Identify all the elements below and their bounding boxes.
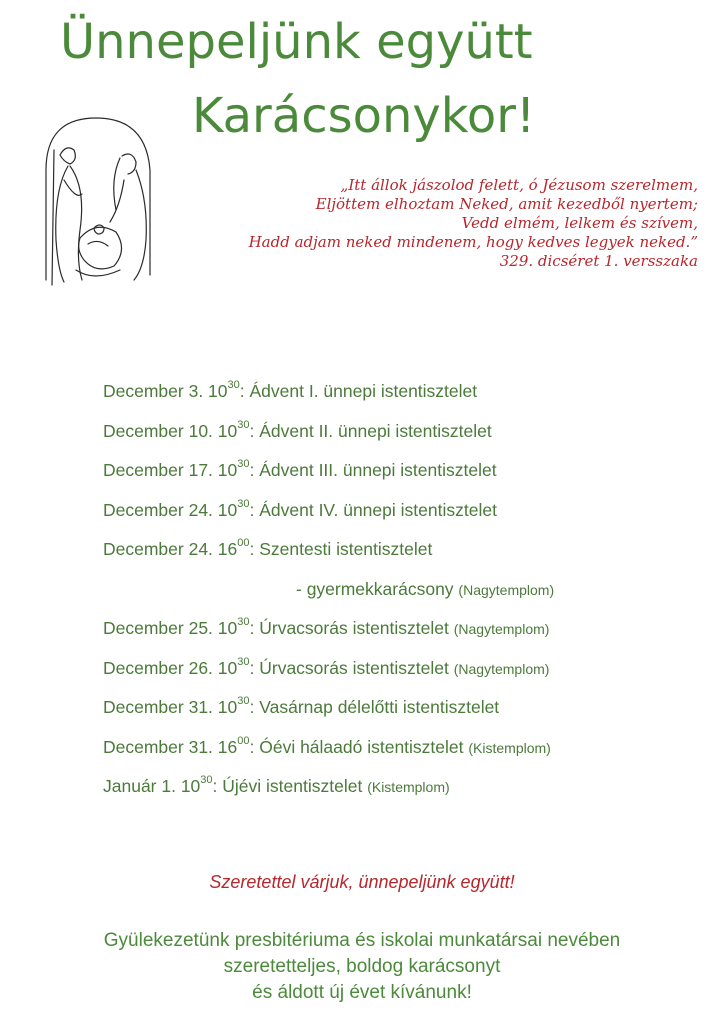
title-line-1: Ünnepeljünk együtt [60,14,533,70]
event-name: - gyermekkarácsony [296,578,459,599]
quote-line: Eljöttem elhoztam Neked, amit kezedből nyertem; [315,195,698,213]
event-name: : Ádvent I. ünnepi istentisztelet [239,381,478,401]
event-item [103,732,554,772]
event-location: (Nagytemplom) [458,581,555,598]
event-name: : Úrvacsorás istentisztelet [249,657,454,678]
event-location: (Nagytemplom) [453,621,550,637]
event-name: : Ádvent IV. ünnepi istentisztelet [249,499,497,520]
title-line-2: Karácsonykor! [192,88,536,144]
event-date: December 31. 10 [103,697,238,717]
event-time-minutes: 30 [237,695,250,708]
event-time-minutes: 00 [237,537,250,550]
event-schedule [103,376,554,811]
event-time-minutes: 00 [237,734,250,747]
event-time-minutes: 30 [237,458,250,471]
event-name: : Úrvacsorás istentisztelet [249,618,454,638]
event-date: December 24. 16 [103,539,238,559]
event-item-continuation [103,574,554,614]
event-date: December 26. 10 [103,657,238,678]
closing-line: Gyülekezetünk presbitériuma és iskolai munkatársai nevében [103,930,621,951]
event-date: December 10. 10 [103,420,238,441]
event-item [103,376,554,416]
event-item [103,692,554,732]
event-name: : Újévi istentisztelet [212,776,368,796]
event-name: : Vasárnap délelőtti istentisztelet [249,697,500,717]
event-item [103,534,554,574]
quote-line: „Itt állok jászolod felett, ó Jézusom szerelmem, [340,176,698,194]
event-item [103,455,554,495]
event-time-minutes: 30 [237,497,250,510]
event-name: : Ádvent III. ünnepi istentisztelet [249,460,497,480]
invitation-line: Szeretettel várjuk, ünnepeljünk együtt! [209,872,515,892]
quote-source: 329. dicséret 1. versszaka [499,252,698,270]
event-item [103,771,554,811]
event-item [103,613,554,653]
event-date: December 25. 10 [103,618,238,638]
event-time-minutes: 30 [237,418,250,431]
quote-line: Hadd adjam neked mindenem, hogy kedves legyek neked.” [248,233,698,251]
event-name: : Szentesti istentisztelet [249,539,433,559]
event-date: December 17. 10 [103,460,238,480]
event-location: (Nagytemplom) [453,660,550,677]
event-location: (Kistemplom) [468,739,551,756]
event-name: : Óévi hálaadó istentisztelet [249,736,469,757]
event-time-minutes: 30 [237,655,250,668]
event-date: December 3. 10 [103,381,228,401]
event-item [103,495,554,535]
event-time-minutes: 30 [227,379,240,392]
closing-line: szeretetteljes, boldog karácsonyt [223,956,501,977]
event-item [103,416,554,456]
event-date: December 31. 16 [103,736,238,757]
event-name: : Ádvent II. ünnepi istentisztelet [249,420,492,441]
closing-line: és áldott új évet kívánunk! [252,982,472,1003]
event-location: (Kistemplom) [367,779,450,795]
hymn-quote [249,176,698,271]
quote-line: Vedd elmém, lelkem és szívem, [461,214,698,232]
event-date: December 24. 10 [103,499,238,520]
event-time-minutes: 30 [237,616,250,629]
event-item [103,653,554,693]
event-date: Január 1. 10 [103,776,201,796]
closing-message [0,928,724,1006]
nativity-illustration [24,110,164,290]
event-time-minutes: 30 [200,774,213,787]
